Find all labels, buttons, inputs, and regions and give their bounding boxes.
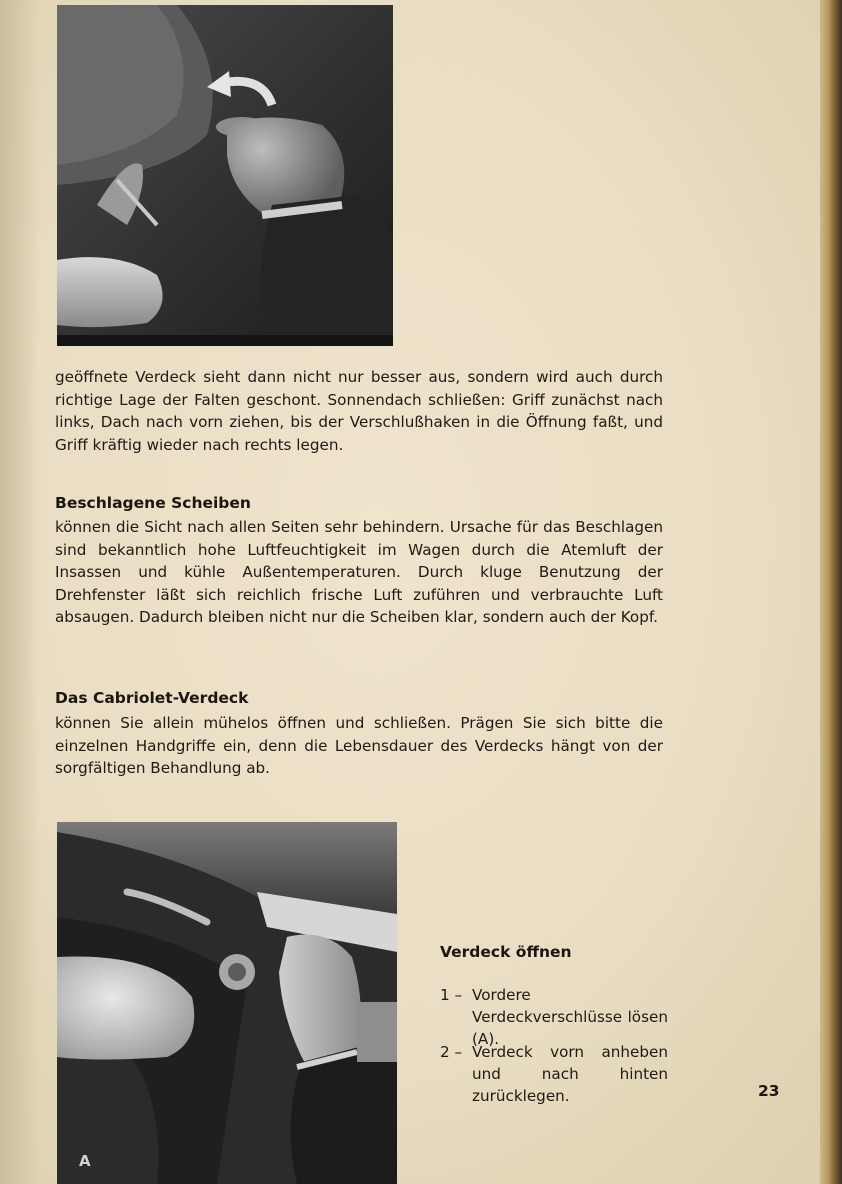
roof-latch-photo-illustration	[57, 822, 397, 1184]
section-text: können die Sicht nach allen Seiten sehr behindern. Ursache für das Beschlagen sind bekanntlich hohe Luftfeuchtigkeit im Wagen durch die Atemluft der Insassen und kühle Außentemperaturen. Durch kluge Benutzung der Drehfenster läßt sich reichlich frische Luft zuführen und verbrauchte Luft absaugen. Dadurch bleiben nicht nur die Scheiben klar, sondern auch der Kopf.	[55, 518, 663, 626]
intro-text: geöffnete Verdeck sieht dann nicht nur besser aus, sondern wird auch durch richtige Lage der Falten geschont. Sonnendach schließen: Griff zunächst nach links, Dach nach vorn ziehen, bis der Verschlußhaken in die Öffnung faßt, und Griff kräftig wieder nach rechts legen.	[55, 368, 663, 454]
section-text: können Sie allein mühelos öffnen und schließen. Prägen Sie sich bitte die einzelnen Handgriffe ein, denn die Lebensdauer des Verdecks hängt von der sorgfältigen Behandlung ab.	[55, 714, 663, 777]
section-paragraph-cabriolet-verdeck	[55, 712, 663, 780]
step-item	[440, 1041, 668, 1107]
page-number: 23	[758, 1082, 780, 1100]
steps-title: Verdeck öffnen	[440, 943, 572, 961]
photo-label-a: A	[79, 1152, 91, 1170]
step-text: Vordere Verdeckverschlüsse lösen (A).	[472, 986, 668, 1048]
sunroof-photo-illustration	[57, 5, 393, 346]
page-edge	[820, 0, 842, 1184]
roof-latch-photo	[57, 822, 397, 1184]
step-number: 1 –	[440, 986, 463, 1004]
section-heading-cabriolet-verdeck: Das Cabriolet-Verdeck	[55, 689, 249, 707]
step-number: 2 –	[440, 1043, 463, 1061]
intro-paragraph	[55, 366, 663, 456]
section-heading-beschlagene-scheiben: Beschlagene Scheiben	[55, 494, 251, 512]
section-paragraph-beschlagene-scheiben	[55, 516, 663, 629]
binding-shadow	[0, 0, 40, 1184]
step-text: Verdeck vorn anheben und nach hinten zurücklegen.	[472, 1043, 668, 1105]
sunroof-handle-photo	[57, 5, 393, 346]
